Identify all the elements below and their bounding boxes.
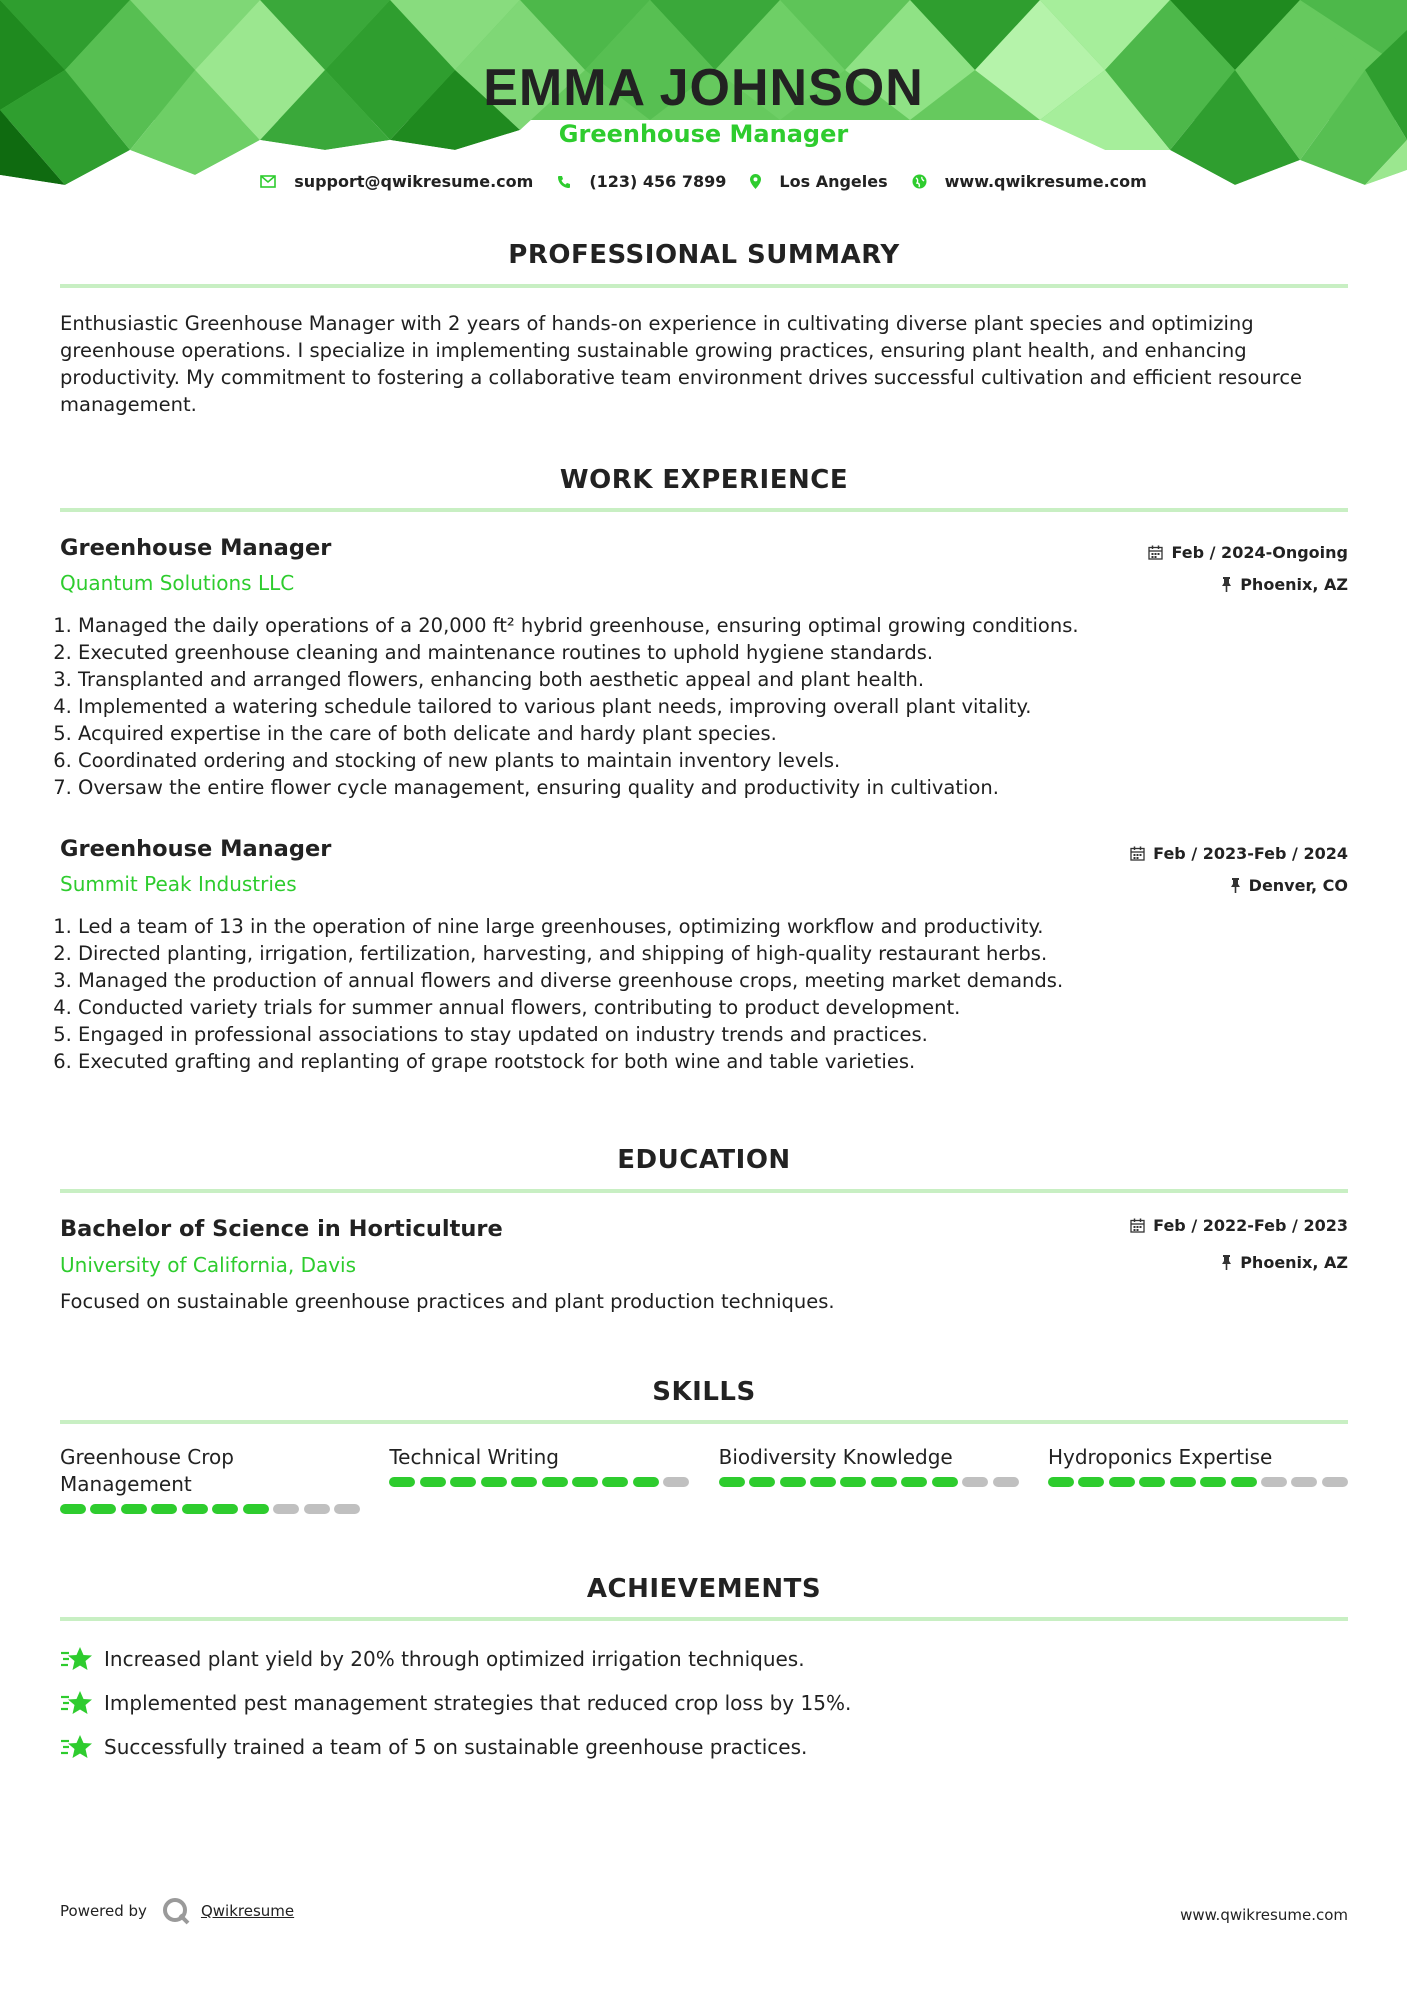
star-icon	[60, 1733, 92, 1761]
achievement-item	[60, 1689, 851, 1717]
email-text: support@qwikresume.com	[294, 172, 534, 191]
skill-level-segment	[90, 1504, 116, 1514]
skill-level-segment	[450, 1477, 476, 1487]
skill-level-segment	[121, 1504, 147, 1514]
phone-text: (123) 456 7899	[589, 172, 727, 191]
skill-level-segment	[212, 1504, 238, 1514]
list-item: 3. Managed the production of annual flowers and diverse greenhouse crops, meeting market demands.	[78, 967, 1366, 994]
skill-level-bar	[719, 1477, 1019, 1487]
skill-level-segment	[780, 1477, 806, 1487]
contact-location	[750, 172, 887, 191]
contact-phone[interactable]	[557, 172, 726, 191]
skill-name: Hydroponics Expertise	[1047, 1445, 1273, 1469]
location-text: Los Angeles	[779, 172, 888, 191]
skills-list	[60, 1444, 1348, 1514]
list-item: 4. Conducted variety trials for summer annual flowers, contributing to product development.	[78, 994, 1366, 1021]
list-item: 2. Directed planting, irrigation, fertilization, harvesting, and shipping of high-quality restaurant herbs.	[78, 940, 1366, 967]
star-icon	[60, 1645, 92, 1673]
skill-level-segment	[542, 1477, 568, 1487]
skill-level-segment	[663, 1477, 689, 1487]
skill-name: Technical Writing	[389, 1445, 559, 1469]
list-item: 1. Managed the daily operations of a 20,000 ft² hybrid greenhouse, ensuring optimal growing conditions.	[78, 612, 1366, 639]
website-text: www.qwikresume.com	[944, 172, 1147, 191]
list-item: 5. Acquired expertise in the care of both delicate and hardy plant species.	[78, 720, 1366, 747]
skill-level-segment	[1200, 1477, 1226, 1487]
skill-level-segment	[60, 1504, 86, 1514]
achievements-heading: ACHIEVEMENTS	[586, 1574, 822, 1604]
skill-level-bar	[389, 1477, 689, 1487]
contact-email[interactable]	[260, 172, 533, 191]
education-location	[1221, 1253, 1348, 1272]
list-item: 7. Oversaw the entire flower cycle management, ensuring quality and productivity in cultivation.	[78, 774, 1366, 801]
education-school: University of California, Davis	[60, 1253, 357, 1277]
footer-powered-by	[60, 1896, 294, 1926]
star-icon	[60, 1689, 92, 1717]
skill-item	[719, 1444, 1019, 1514]
job-company: Summit Peak Industries	[60, 872, 297, 896]
pushpin-icon	[1221, 577, 1232, 592]
skill-level-segment	[901, 1477, 927, 1487]
list-item: 6. Coordinated ordering and stocking of new plants to maintain inventory levels.	[78, 747, 1366, 774]
achievement-item	[60, 1733, 807, 1761]
qwikresume-logo-icon	[161, 1896, 191, 1926]
skill-level-segment	[1291, 1477, 1317, 1487]
globe-icon	[912, 174, 927, 189]
skill-level-segment	[481, 1477, 507, 1487]
job-dates-text: Feb / 2024-Ongoing	[1171, 543, 1348, 562]
job-dates	[1148, 543, 1348, 562]
skill-level-segment	[572, 1477, 598, 1487]
job-location-text: Phoenix, AZ	[1240, 575, 1348, 594]
candidate-name: EMMA JOHNSON	[483, 59, 924, 117]
pushpin-icon	[1230, 878, 1241, 893]
skill-level-bar	[60, 1504, 360, 1514]
skill-name: Biodiversity Knowledge	[718, 1445, 953, 1469]
powered-by-label: Powered by	[60, 1902, 147, 1920]
pushpin-icon	[1221, 1255, 1232, 1270]
skill-level-segment	[304, 1504, 330, 1514]
job-company: Quantum Solutions LLC	[60, 571, 295, 595]
experience-divider	[60, 508, 1348, 512]
calendar-icon	[1148, 545, 1163, 560]
contact-bar	[0, 172, 1407, 191]
list-item: 6. Executed grafting and replanting of grape rootstock for both wine and table varieties.	[78, 1048, 1366, 1075]
skill-level-segment	[1322, 1477, 1348, 1487]
list-item: 1. Led a team of 13 in the operation of nine large greenhouses, optimizing workflow and productivity.	[78, 913, 1366, 940]
candidate-role: Greenhouse Manager	[558, 120, 849, 148]
skill-level-segment	[243, 1504, 269, 1514]
summary-divider	[60, 284, 1348, 288]
job-title: Greenhouse Manager	[60, 535, 332, 561]
skill-level-segment	[182, 1504, 208, 1514]
job-bullets	[60, 612, 1366, 801]
skills-divider	[60, 1420, 1348, 1424]
skill-item	[389, 1444, 689, 1514]
skills-heading: SKILLS	[652, 1377, 756, 1407]
skill-level-segment	[151, 1504, 177, 1514]
education-location-text: Phoenix, AZ	[1240, 1253, 1348, 1272]
job-dates	[1130, 844, 1348, 863]
skill-level-segment	[810, 1477, 836, 1487]
skill-level-bar	[1048, 1477, 1348, 1487]
job-location-text: Denver, CO	[1248, 876, 1348, 895]
achievement-text: Successfully trained a team of 5 on sustainable greenhouse practices.	[104, 1735, 808, 1759]
skill-level-segment	[993, 1477, 1019, 1487]
envelope-icon	[260, 175, 276, 188]
job-title: Greenhouse Manager	[60, 836, 332, 862]
skill-level-segment	[749, 1477, 775, 1487]
skill-level-segment	[871, 1477, 897, 1487]
achievement-text: Increased plant yield by 20% through optimized irrigation techniques.	[104, 1647, 805, 1671]
skill-name: Greenhouse Crop Management	[60, 1445, 234, 1496]
skill-level-segment	[420, 1477, 446, 1487]
summary-section	[60, 310, 1348, 418]
job-dates-text: Feb / 2023-Feb / 2024	[1153, 844, 1348, 863]
skill-level-segment	[932, 1477, 958, 1487]
map-pin-icon	[750, 174, 761, 189]
skill-level-segment	[1261, 1477, 1287, 1487]
list-item: 2. Executed greenhouse cleaning and maintenance routines to uphold hygiene standards.	[78, 639, 1366, 666]
skill-level-segment	[273, 1504, 299, 1514]
job-location	[1221, 575, 1348, 594]
summary-heading: PROFESSIONAL SUMMARY	[508, 240, 900, 270]
skill-level-segment	[962, 1477, 988, 1487]
list-item: 4. Implemented a watering schedule tailored to various plant needs, improving overall plant vitality.	[78, 693, 1366, 720]
skill-level-segment	[1048, 1477, 1074, 1487]
education-description-wrap	[60, 1288, 1348, 1315]
job-bullets	[60, 913, 1366, 1075]
skill-level-segment	[1078, 1477, 1104, 1487]
list-item: 5. Engaged in professional associations to stay updated on industry trends and practices.	[78, 1021, 1366, 1048]
experience-heading: WORK EXPERIENCE	[559, 465, 849, 495]
education-description: Focused on sustainable greenhouse practices and plant production techniques.	[60, 1290, 835, 1313]
skill-level-segment	[389, 1477, 415, 1487]
skill-item	[1048, 1444, 1348, 1514]
calendar-icon	[1130, 846, 1145, 861]
skill-level-segment	[1139, 1477, 1165, 1487]
calendar-icon	[1130, 1218, 1145, 1233]
skill-level-segment	[633, 1477, 659, 1487]
achievement-item	[60, 1645, 805, 1673]
phone-icon	[557, 175, 571, 189]
skill-level-segment	[602, 1477, 628, 1487]
education-degree: Bachelor of Science in Horticulture	[60, 1216, 503, 1242]
skill-level-segment	[840, 1477, 866, 1487]
skill-level-segment	[1109, 1477, 1135, 1487]
skill-level-segment	[511, 1477, 537, 1487]
achievements-divider	[60, 1617, 1348, 1621]
footer-website[interactable]: www.qwikresume.com	[1180, 1906, 1348, 1924]
skill-level-segment	[334, 1504, 360, 1514]
achievement-text: Implemented pest management strategies that reduced crop loss by 15%.	[104, 1691, 852, 1715]
qwikresume-link[interactable]: Qwikresume	[200, 1902, 295, 1920]
summary-text: Enthusiastic Greenhouse Manager with 2 years of hands-on experience in cultivating diverse plant species and optimizing greenhouse operations. I specialize in implementing sustainable growing practices, ensuring plant health, and enhancing productivity. My commitment to fostering a collaborative team environment drives successful cultivation and efficient resource management.	[60, 312, 1303, 416]
skill-level-segment	[1170, 1477, 1196, 1487]
skill-level-segment	[719, 1477, 745, 1487]
job-location	[1230, 876, 1348, 895]
skill-item	[60, 1444, 360, 1514]
contact-website[interactable]	[912, 172, 1147, 191]
education-dates-text: Feb / 2022-Feb / 2023	[1153, 1216, 1348, 1235]
education-divider	[60, 1189, 1348, 1193]
education-dates	[1130, 1216, 1348, 1235]
list-item: 3. Transplanted and arranged flowers, enhancing both aesthetic appeal and plant health.	[78, 666, 1366, 693]
skill-level-segment	[1231, 1477, 1257, 1487]
education-heading: EDUCATION	[617, 1145, 791, 1175]
